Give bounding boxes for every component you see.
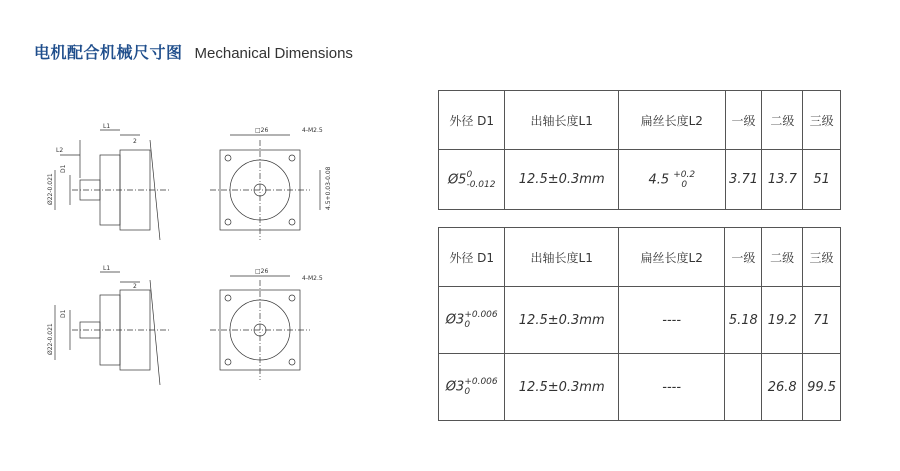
cell-stage1: 3.71 bbox=[725, 150, 762, 210]
label-2-bottom: 2 bbox=[133, 283, 137, 290]
flat-length-value: 4.5 bbox=[648, 172, 670, 187]
page-title-cn: 电机配合机械尺寸图 bbox=[34, 45, 183, 62]
table-row bbox=[439, 287, 841, 354]
cell-shaft-length: 12.5±0.3mm bbox=[505, 150, 619, 210]
col-stage2: 二级 bbox=[762, 91, 803, 150]
tol-lower: -0.012 bbox=[466, 179, 496, 190]
col-stage3: 三级 bbox=[803, 228, 841, 287]
col-flat-length: 扁丝长度L2 bbox=[618, 228, 724, 287]
cell-stage2: 26.8 bbox=[762, 354, 803, 421]
cell-stage1 bbox=[725, 354, 762, 421]
label-m25-top: 4-M2.5 bbox=[302, 127, 323, 134]
label-square26-bottom: □26 bbox=[255, 268, 269, 275]
label-square26-top: □26 bbox=[255, 127, 269, 134]
side-view-bottom bbox=[55, 272, 170, 385]
cell-stage2: 19.2 bbox=[762, 287, 803, 354]
cell-stage3: 99.5 bbox=[803, 354, 841, 421]
cell-diameter bbox=[439, 287, 505, 354]
label-m25-bottom: 4-M2.5 bbox=[302, 275, 323, 282]
section-header bbox=[34, 40, 353, 63]
cell-stage2: 13.7 bbox=[762, 150, 803, 210]
label-d1-bottom: D1 bbox=[60, 309, 67, 318]
label-d22-bottom: Ø22-0.021 bbox=[47, 323, 54, 355]
cell-diameter bbox=[439, 354, 505, 421]
tol-upper: 0 bbox=[466, 169, 473, 180]
cell-flat-length: ---- bbox=[618, 354, 724, 421]
table-row bbox=[439, 354, 841, 421]
col-shaft-length: 出轴长度L1 bbox=[505, 228, 619, 287]
col-stage1: 一级 bbox=[725, 228, 762, 287]
tol-lower: 0 bbox=[464, 320, 471, 330]
flat-tol-lower: 0 bbox=[681, 179, 688, 190]
col-stage1: 一级 bbox=[725, 91, 762, 150]
tol-lower: 0 bbox=[464, 387, 471, 397]
page-title-en: Mechanical Dimensions bbox=[194, 45, 353, 62]
tol-upper: +0.006 bbox=[464, 377, 498, 387]
cell-shaft-length: 12.5±0.3mm bbox=[505, 287, 619, 354]
side-view-top bbox=[55, 130, 170, 240]
label-l1-top: L1 bbox=[103, 123, 111, 130]
spec-table-2 bbox=[438, 227, 841, 421]
label-side-dim: 4.5+0.03-0.08 bbox=[325, 166, 332, 210]
spec-table-1 bbox=[438, 90, 841, 210]
table-header-row bbox=[439, 228, 841, 287]
flat-tol-upper: +0.2 bbox=[673, 169, 696, 180]
col-stage2: 二级 bbox=[762, 228, 803, 287]
cell-stage1: 5.18 bbox=[725, 287, 762, 354]
col-diameter: 外径 D1 bbox=[439, 91, 505, 150]
front-view-bottom bbox=[210, 276, 310, 380]
label-d22-top: Ø22-0.021 bbox=[47, 173, 54, 205]
col-shaft-length: 出轴长度L1 bbox=[505, 91, 619, 150]
cell-flat-length: ---- bbox=[618, 287, 724, 354]
tol-upper: +0.006 bbox=[464, 310, 498, 320]
diameter-value: Ø3 bbox=[445, 379, 465, 395]
table-row bbox=[439, 150, 841, 210]
cell-shaft-length: 12.5±0.3mm bbox=[505, 354, 619, 421]
diameter-value: Ø5 bbox=[447, 172, 467, 187]
label-l2-top: L2 bbox=[56, 147, 64, 154]
col-stage3: 三级 bbox=[803, 91, 841, 150]
front-view-top bbox=[210, 135, 320, 240]
col-flat-length: 扁丝长度L2 bbox=[618, 91, 725, 150]
cell-flat-length bbox=[618, 150, 725, 210]
cell-stage3: 71 bbox=[803, 287, 841, 354]
cell-stage3: 51 bbox=[803, 150, 841, 210]
label-2-top: 2 bbox=[133, 138, 137, 145]
technical-drawings bbox=[40, 110, 370, 410]
label-l1-bottom: L1 bbox=[103, 265, 111, 272]
drawing-svg bbox=[40, 110, 370, 410]
label-d1-top: D1 bbox=[60, 164, 67, 173]
col-diameter: 外径 D1 bbox=[439, 228, 505, 287]
cell-diameter bbox=[439, 150, 505, 210]
diameter-value: Ø3 bbox=[445, 312, 465, 328]
table-header-row bbox=[439, 91, 841, 150]
